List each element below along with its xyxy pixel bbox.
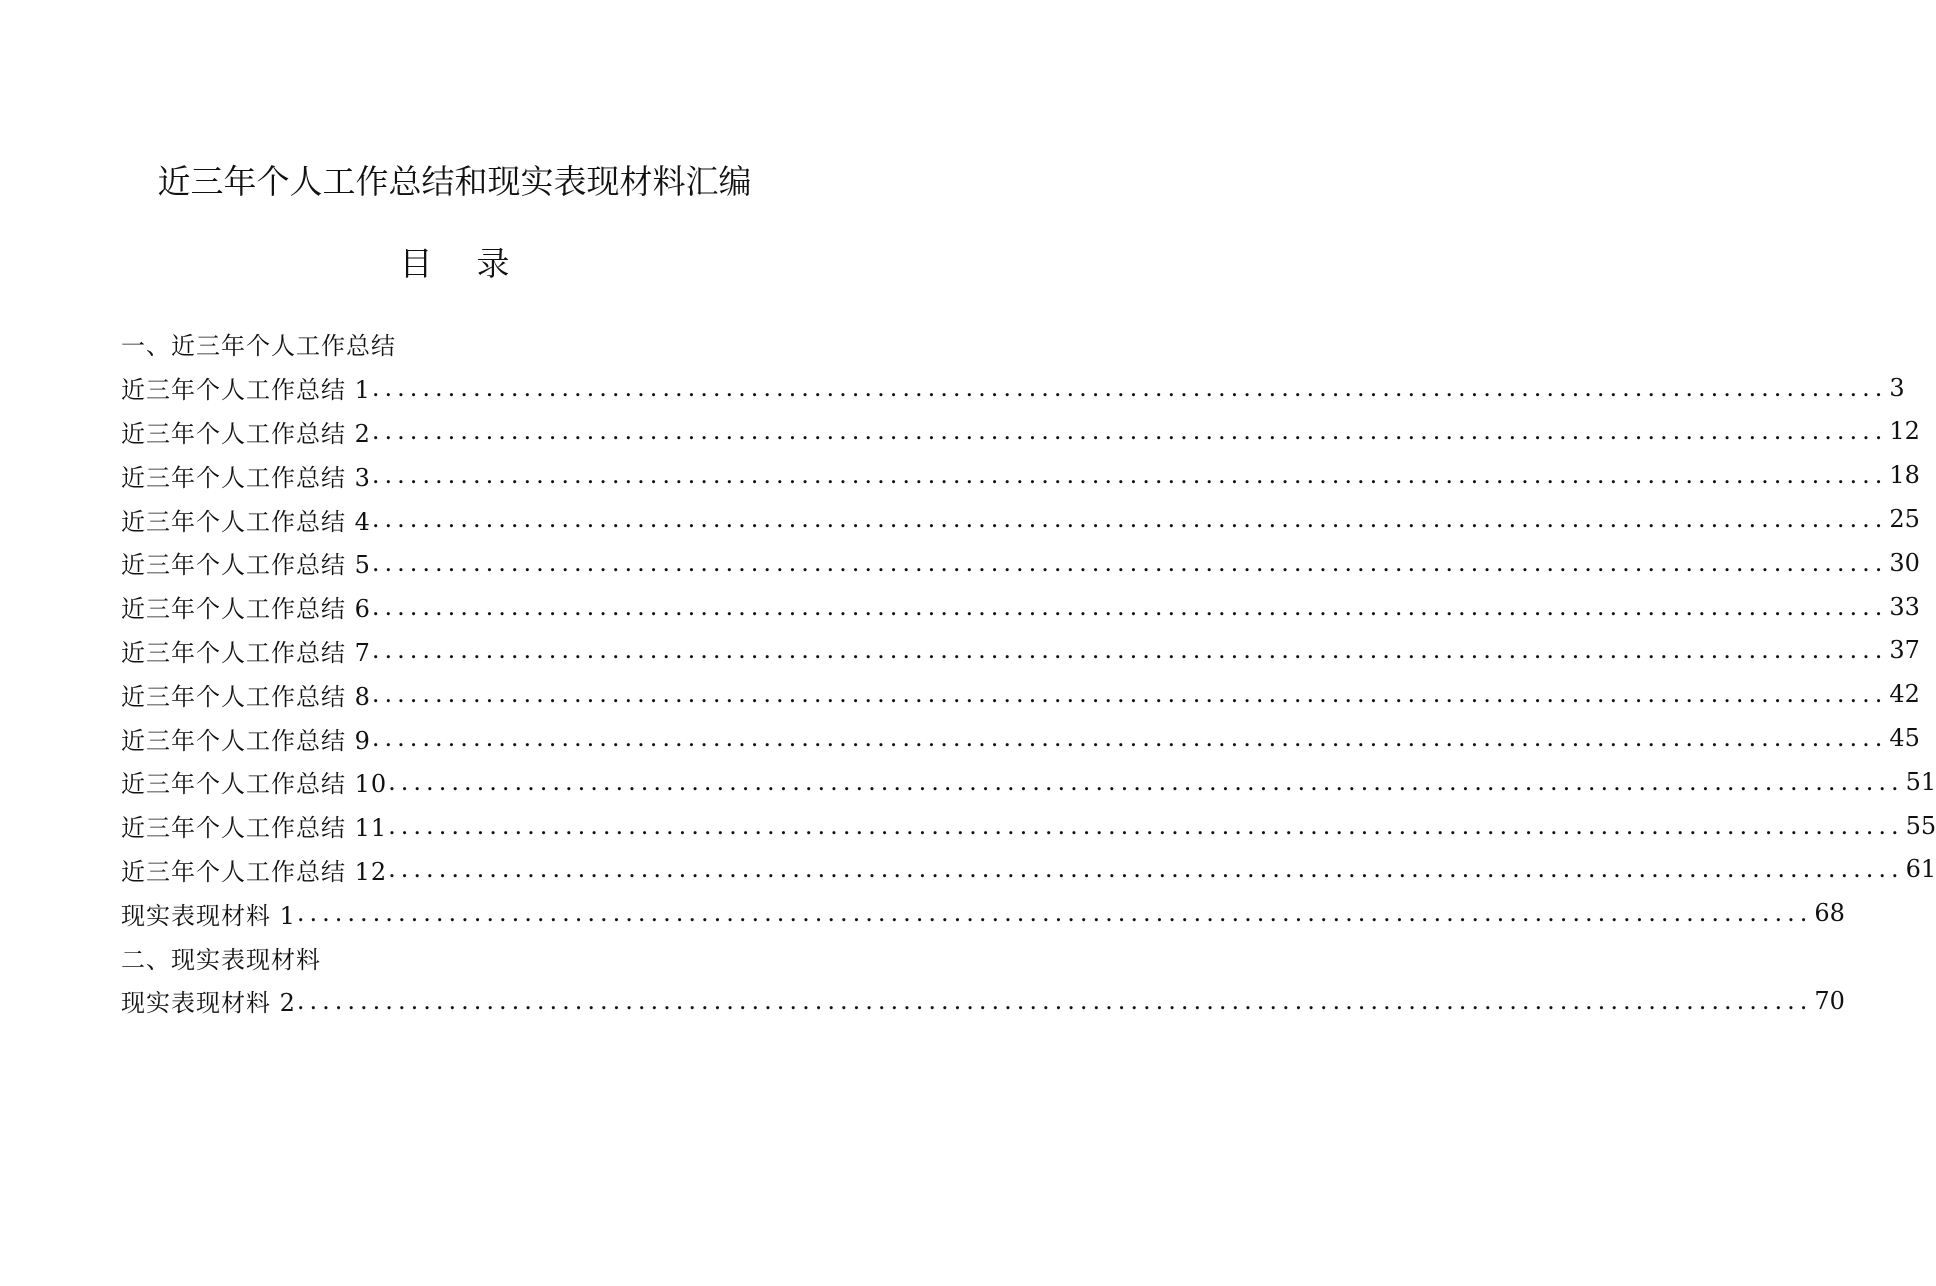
dot-leader: ........................................................................................................................ bbox=[371, 680, 1888, 709]
toc-entry-page-number: 18 bbox=[1889, 461, 1920, 490]
dot-leader: ........................................................................................................................ bbox=[296, 986, 1813, 1015]
toc-entry-page-number: 45 bbox=[1889, 724, 1920, 753]
dot-leader: ........................................................................................................................ bbox=[371, 417, 1888, 446]
toc-entry[interactable] bbox=[121, 804, 1936, 848]
toc-entry-label: 近三年个人工作总结 10 bbox=[121, 770, 388, 799]
dot-leader: ........................................................................................................................ bbox=[371, 548, 1888, 577]
dot-leader: ........................................................................................................................ bbox=[296, 899, 1813, 928]
toc-entry-label: 近三年个人工作总结 9 bbox=[121, 726, 371, 755]
toc-entry-page-number: 37 bbox=[1889, 636, 1920, 665]
toc-entry[interactable] bbox=[121, 848, 1936, 892]
dot-leader: ........................................................................................................................ bbox=[388, 855, 1904, 884]
toc-entry-page-number: 55 bbox=[1905, 811, 1936, 840]
toc-entry-label: 现实表现材料 1 bbox=[121, 901, 296, 930]
toc-entry[interactable] bbox=[121, 497, 1920, 541]
dot-leader: ........................................................................................................................ bbox=[371, 636, 1888, 665]
toc-entry-label: 近三年个人工作总结 4 bbox=[121, 507, 371, 536]
dot-leader: ........................................................................................................................ bbox=[371, 724, 1888, 753]
toc-entry[interactable] bbox=[121, 979, 1845, 1023]
toc-entry-page-number: 51 bbox=[1905, 767, 1936, 796]
toc-entry-page-number: 68 bbox=[1814, 899, 1845, 928]
dot-leader: ........................................................................................................................ bbox=[371, 505, 1888, 534]
toc-entry-label: 近三年个人工作总结 7 bbox=[121, 638, 371, 667]
toc-entry-page-number: 42 bbox=[1889, 680, 1920, 709]
toc-heading: 目录 bbox=[399, 244, 554, 283]
toc-entry-page-number: 12 bbox=[1889, 417, 1920, 446]
toc-entry[interactable] bbox=[121, 410, 1920, 454]
toc-entry-page-number: 25 bbox=[1889, 505, 1920, 534]
toc-section-heading: 二、现实表现材料 bbox=[121, 945, 321, 974]
toc-entry-label: 现实表现材料 2 bbox=[121, 989, 296, 1018]
toc-entry-label: 近三年个人工作总结 2 bbox=[121, 419, 371, 448]
toc-entry-page-number: 3 bbox=[1889, 373, 1905, 402]
table-of-contents bbox=[121, 322, 1936, 1023]
toc-entry[interactable] bbox=[121, 366, 1905, 410]
toc-entry[interactable] bbox=[121, 672, 1920, 716]
toc-entry-label: 近三年个人工作总结 1 bbox=[121, 376, 371, 405]
toc-entry-label: 近三年个人工作总结 5 bbox=[121, 551, 371, 580]
toc-entry-label: 近三年个人工作总结 8 bbox=[121, 682, 371, 711]
toc-entry-label: 近三年个人工作总结 12 bbox=[121, 857, 388, 886]
dot-leader: ........................................................................................................................ bbox=[388, 767, 1904, 796]
dot-leader: ........................................................................................................................ bbox=[388, 811, 1904, 840]
toc-section-heading: 一、近三年个人工作总结 bbox=[121, 332, 396, 361]
dot-leader: ........................................................................................................................ bbox=[371, 373, 1888, 402]
toc-entry-page-number: 70 bbox=[1814, 986, 1845, 1015]
toc-entry-label: 近三年个人工作总结 11 bbox=[121, 814, 388, 843]
dot-leader: ........................................................................................................................ bbox=[371, 461, 1888, 490]
toc-entry[interactable] bbox=[121, 891, 1845, 935]
toc-entry-page-number: 30 bbox=[1889, 548, 1920, 577]
toc-entry[interactable] bbox=[121, 760, 1936, 804]
toc-entry-page-number: 33 bbox=[1889, 592, 1920, 621]
toc-entry[interactable] bbox=[121, 541, 1920, 585]
toc-entry-label: 近三年个人工作总结 6 bbox=[121, 595, 371, 624]
toc-entry-label: 近三年个人工作总结 3 bbox=[121, 463, 371, 492]
dot-leader: ........................................................................................................................ bbox=[371, 592, 1888, 621]
toc-entry[interactable] bbox=[121, 585, 1920, 629]
document-title: 近三年个人工作总结和现实表现材料汇编 bbox=[157, 162, 752, 201]
toc-entry-page-number: 61 bbox=[1905, 855, 1936, 884]
toc-entry[interactable] bbox=[121, 716, 1920, 760]
toc-entry[interactable] bbox=[121, 629, 1920, 673]
toc-entry[interactable] bbox=[121, 453, 1920, 497]
